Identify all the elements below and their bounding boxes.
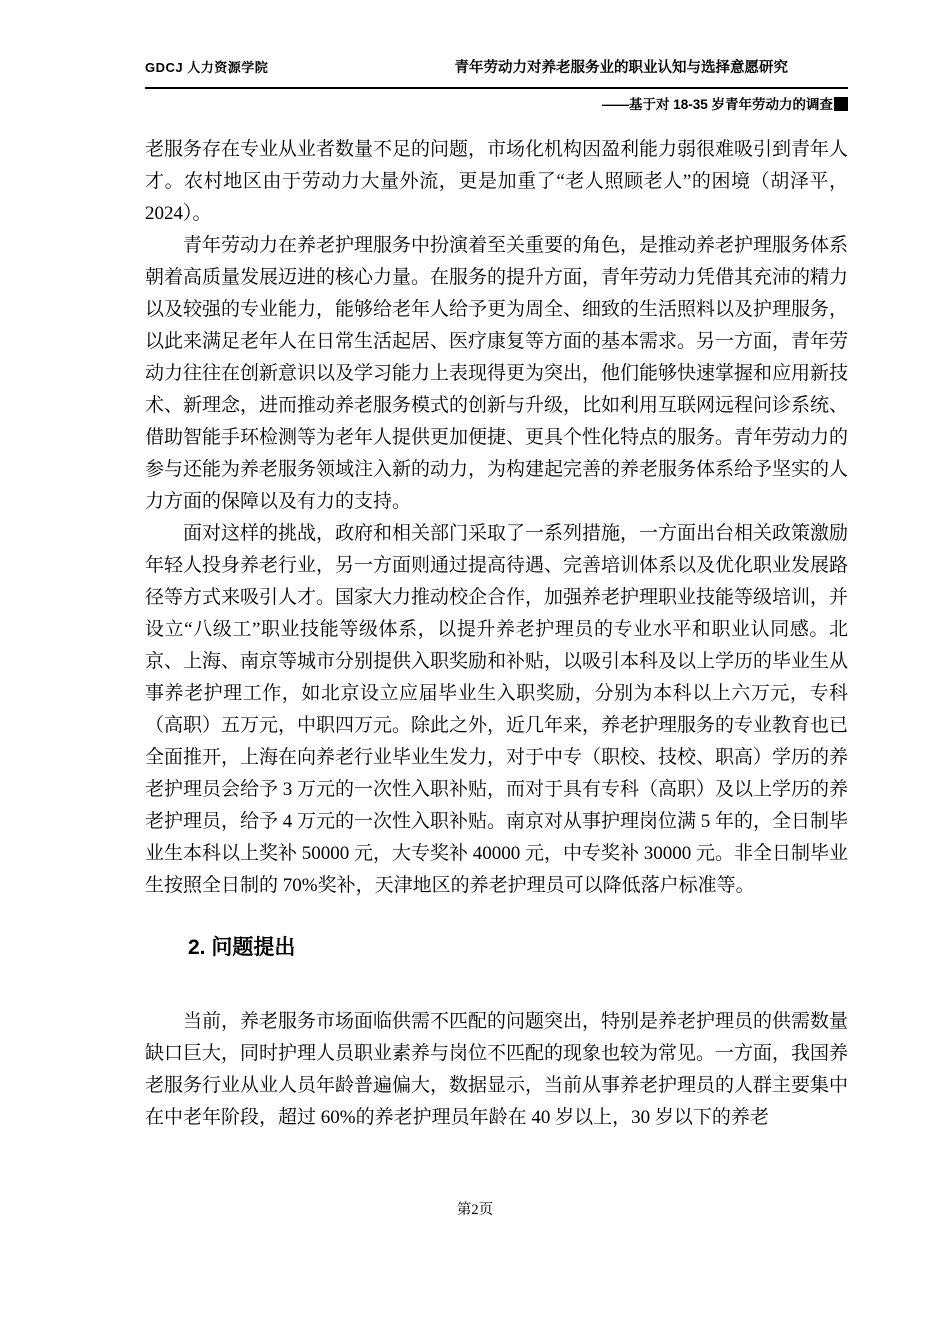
header-title-row xyxy=(145,56,848,77)
section-heading: 2. 问题提出 xyxy=(188,936,296,959)
page-number: 第2页 xyxy=(456,1202,494,1218)
header-subtitle-row xyxy=(145,95,848,115)
subtitle-end-mark xyxy=(834,97,848,111)
page-footer xyxy=(0,1200,950,1220)
header-institution: GDCJ 人力资源学院 xyxy=(145,60,269,75)
header-subtitle: ——基于对 18-35 岁青年劳动力的调查 xyxy=(601,97,833,112)
body-paragraph: 当前，养老服务市场面临供需不匹配的问题突出，特别是养老护理员的供需数量缺口巨大，同时护理人员职业素养与岗位不匹配的现象也较为常见。一方面，我国养老服务行业从业人员年龄普遍偏大，数据显示，当前从事养老护理员的人群主要集中在中老年阶段，超过 60%的养老护理员年龄在 40 岁以上，30 岁以下的养老 xyxy=(145,1011,849,1128)
document-body xyxy=(145,134,848,1134)
page-header xyxy=(145,56,848,115)
body-paragraph-continuation: 老服务存在专业从业者数量不足的问题，市场化机构因盈利能力弱很难吸引到青年人才。农村地区由于劳动力大量外流，更是加重了“老人照顾老人”的困境（胡泽平，2024）。 xyxy=(145,139,849,224)
body-paragraph: 青年劳动力在养老护理服务中扮演着至关重要的角色，是推动养老护理服务体系朝着高质量发展迈进的核心力量。在服务的提升方面，青年劳动力凭借其充沛的精力以及较强的专业能力，能够给老年人给予更为周全、细致的生活照料以及护理服务，以此来满足老年人在日常生活起居、医疗康复等方面的基本需求。另一方面，青年劳动力往往在创新意识以及学习能力上表现得更为突出，他们能够快速掌握和应用新技术、新理念，进而推动养老服务模式的创新与升级，比如利用互联网远程问诊系统、借助智能手环检测等为老年人提供更加便捷、更具个性化特点的服务。青年劳动力的参与还能为养老服务领域注入新的动力，为构建起完善的养老服务体系给予坚实的人力方面的保障以及有力的支持。 xyxy=(145,235,849,512)
body-paragraph: 面对这样的挑战，政府和相关部门采取了一系列措施，一方面出台相关政策激励年轻人投身养老行业，另一方面则通过提高待遇、完善培训体系以及优化职业发展路径等方式来吸引人才。国家大力推动校企合作，加强养老护理职业技能等级培训，并设立“八级工”职业技能等级体系，以提升养老护理员的专业水平和职业认同感。北京、上海、南京等城市分别提供入职奖励和补贴，以吸引本科及以上学历的毕业生从事养老护理工作，如北京设立应届毕业生入职奖励，分别为本科以上六万元，专科（高职）五万元，中职四万元。除此之外，近几年来，养老护理服务的专业教育也已全面推开，上海在向养老行业毕业生发力，对于中专（职校、技校、职高）学历的养老护理员会给予 3 万元的一次性入职补贴，而对于具有专科（高职）及以上学历的养老护理员，给予 4 万元的一次性入职补贴。南京对从事护理岗位满 5 年的，全日制毕业生本科以上奖补 50000 元，大专奖补 40000 元，中专奖补 30000 元。非全日制毕业生按照全日制的 70%奖补，天津地区的养老护理员可以降低落户标准等。 xyxy=(145,523,849,896)
header-title: 青年劳动力对养老服务业的职业认知与选择意愿研究 xyxy=(454,60,788,76)
header-divider xyxy=(145,87,848,89)
